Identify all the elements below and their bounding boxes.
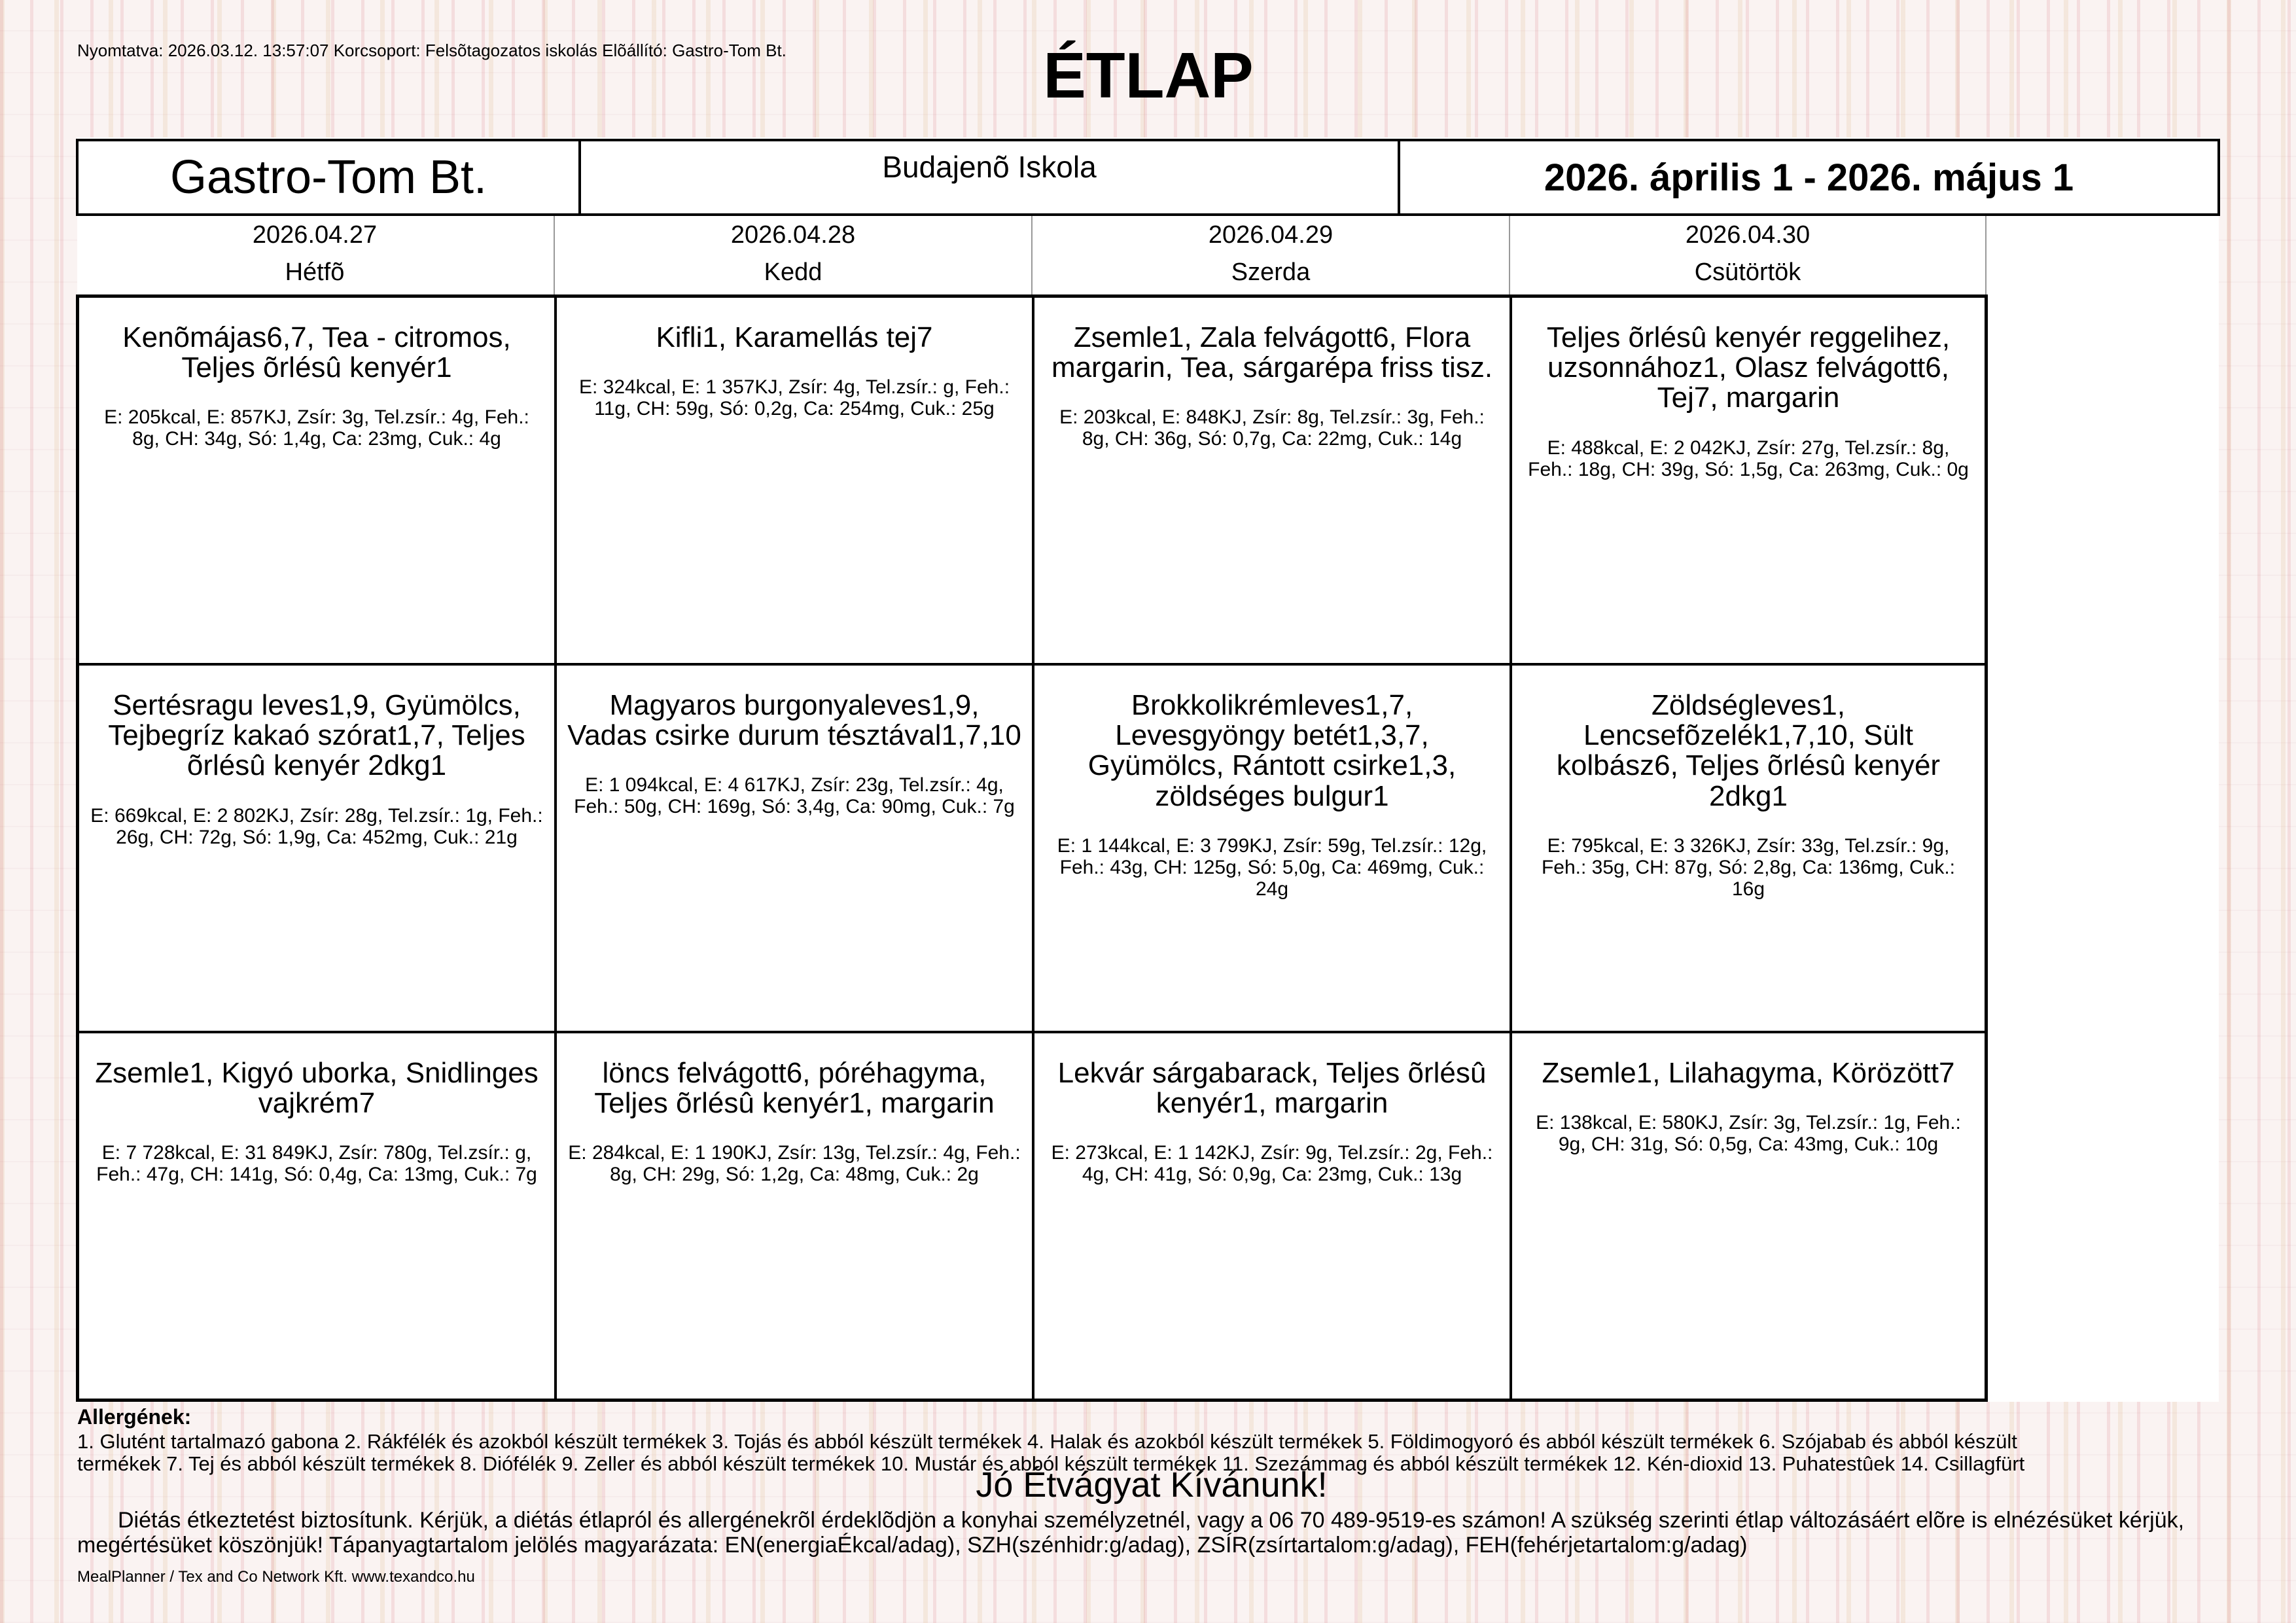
meal-nutrition: E: 1 144kcal, E: 3 799KJ, Zsír: 59g, Tel.zsír.: 12g, Feh.: 43g, CH: 125g, Só: 5,0g, Ca: 469mg, Cuk.: 24g (1057, 834, 1487, 900)
meal-food: Zsemle1, Lilahagyma, Körözött7 (1542, 1057, 1955, 1089)
meal-nutrition: E: 488kcal, E: 2 042KJ, Zsír: 27g, Tel.zsír.: 8g, Feh.: 18g, CH: 39g, Só: 1,5g, Ca: 263mg, Cuk.: 0g (1528, 437, 1969, 480)
meal-nutrition: E: 284kcal, E: 1 190KJ, Zsír: 13g, Tel.zsír.: 4g, Feh.: 8g, CH: 29g, Só: 1,2g, Ca: 48mg, Cuk.: 2g (568, 1142, 1021, 1186)
meal-food: Zsemle1, Kigyó uborka, Snidlinges vajkrém7 (95, 1057, 539, 1120)
meal-food: Kenõmájas6,7, Tea - citromos, Teljes õrlésû kenyér1 (122, 321, 511, 384)
day-header-thursday (1509, 216, 1987, 294)
meal-food: Kifli1, Karamellás tej7 (656, 321, 933, 353)
meal-cell-breakfast-thursday (1512, 298, 1985, 666)
print-info: Nyomtatva: 2026.03.12. 13:57:07 Korcsoport: Felsõtagozatos iskolás Elõállító: Gastro-Tom Bt. (77, 41, 786, 60)
meal-cell-snack-monday (79, 1033, 557, 1399)
provider-name: Gastro-Tom Bt. (76, 139, 581, 216)
meal-food: löncs felvágott6, póréhagyma, Teljes õrlésû kenyér1, margarin (594, 1057, 995, 1120)
day-header-wednesday (1031, 216, 1509, 294)
footer-credit: MealPlanner / Tex and Co Network Kft. www.texandco.hu (77, 1568, 475, 1586)
day-header-monday (76, 216, 554, 294)
meal-cell-lunch-wednesday (1034, 666, 1512, 1033)
day-date: 2026.04.28 (730, 221, 856, 249)
meal-food: Teljes õrlésû kenyér reggelihez, uzsonnához1, Olasz felvágott6, Tej7, margarin (1546, 321, 1951, 414)
meal-food: Magyaros burgonyaleves1,9, Vadas csirke durum tésztával1,7,10 (567, 689, 1021, 752)
meal-cell-breakfast-monday (79, 298, 557, 666)
meal-nutrition: E: 138kcal, E: 580KJ, Zsír: 3g, Tel.zsír.: 1g, Feh.: 9g, CH: 31g, Só: 0,5g, Ca: 43mg, Cuk.: 10g (1536, 1112, 1961, 1156)
meal-food: Sertésragu leves1,9, Gyümölcs, Tejbegríz kakaó szórat1,7, Teljes õrlésû kenyér 2dkg1 (108, 689, 525, 782)
meal-cell-breakfast-tuesday (557, 298, 1034, 666)
allergens-title: Allergének: (77, 1405, 192, 1429)
date-range: 2026. április 1 - 2026. május 1 (1398, 139, 2220, 216)
meal-cell-lunch-monday (79, 666, 557, 1033)
day-header-tuesday (554, 216, 1031, 294)
meal-nutrition: E: 205kcal, E: 857KJ, Zsír: 3g, Tel.zsír.: 4g, Feh.: 8g, CH: 34g, Só: 1,4g, Ca: 23mg, Cuk.: 4g (104, 406, 529, 450)
meal-cell-snack-wednesday (1034, 1033, 1512, 1399)
page-title: ÉTLAP (1043, 39, 1254, 111)
meal-food: Zöldségleves1, Lencsefõzelék1,7,10, Sült kolbász6, Teljes õrlésû kenyér 2dkg1 (1556, 689, 1941, 812)
meal-nutrition: E: 324kcal, E: 1 357KJ, Zsír: 4g, Tel.zsír.: g, Feh.: 11g, CH: 59g, Só: 0,2g, Ca: 254mg, Cuk.: 25g (578, 376, 1010, 420)
day-name: Szerda (1231, 259, 1311, 286)
meal-nutrition: E: 1 094kcal, E: 4 617KJ, Zsír: 23g, Tel.zsír.: 4g, Feh.: 50g, CH: 169g, Só: 3,4g, Ca: 90mg, Cuk.: 7g (574, 774, 1015, 818)
day-name: Kedd (764, 259, 822, 286)
meal-cell-breakfast-wednesday (1034, 298, 1512, 666)
closing-wish: Jó Étvágyat Kívánunk! (976, 1465, 1328, 1505)
meal-cell-lunch-tuesday (557, 666, 1034, 1033)
day-date: 2026.04.30 (1685, 221, 1810, 249)
meal-cell-lunch-thursday (1512, 666, 1985, 1033)
allergens-list: 1. Glutént tartalmazó gabona 2. Rákfélék és azokból készült termékek 3. Tojás és abból készült termékek 4. Halak és azokból készült termékek 5. Földimogyoró és abból készült termékek 6. Szójabab és abból készült termékek 7. Tej és abból készült termékek 8. Diófélék 9. Zeller és abból készült termékek 10. Mustár és abból készült termékek 11. Szezámmag és abból készült termékek 12. Kén-dioxid 13. Puhatestûek 14. Csillagfürt (77, 1430, 2025, 1475)
meal-nutrition: E: 7 728kcal, E: 31 849KJ, Zsír: 780g, Tel.zsír.: g, Feh.: 47g, CH: 141g, Só: 0,4g, Ca: 13mg, Cuk.: 7g (96, 1142, 537, 1186)
day-date: 2026.04.29 (1208, 221, 1333, 249)
diet-note: Diétás étkeztetést biztosítunk. Kérjük, a diétás étlapról és allergénekrõl érdeklõdjön a konyhai személyzetnél, vagy a 06 70 489-9519-es számon! A szükség szerinti étlap változásáért elõre is elnézésüket kérjük, megértésüket köszönjük! Tápanyagtartalom jelölés magyarázata: EN(energiaÉkcal/adag), SZH(szénhidr:g/adag), ZSÍR(zsírtartalom:g/adag), FEH(fehérjetartalom:g/adag) (77, 1508, 2185, 1558)
meal-nutrition: E: 669kcal, E: 2 802KJ, Zsír: 28g, Tel.zsír.: 1g, Feh.: 26g, CH: 72g, Só: 1,9g, Ca: 452mg, Cuk.: 21g (90, 804, 543, 848)
meal-cell-snack-tuesday (557, 1033, 1034, 1399)
meal-food: Brokkolikrémleves1,7, Levesgyöngy betét1,3,7, Gyümölcs, Rántott csirke1,3, zöldséges bulgur1 (1087, 689, 1457, 812)
meal-grid (76, 294, 1988, 1402)
meal-cell-snack-thursday (1512, 1033, 1985, 1399)
day-date: 2026.04.27 (252, 221, 378, 249)
meal-nutrition: E: 795kcal, E: 3 326KJ, Zsír: 33g, Tel.zsír.: 9g, Feh.: 35g, CH: 87g, Só: 2,8g, Ca: 136mg, Cuk.: 16g (1541, 834, 1955, 900)
day-name: Csütörtök (1694, 259, 1801, 286)
meal-nutrition: E: 273kcal, E: 1 142KJ, Zsír: 9g, Tel.zsír.: 2g, Feh.: 4g, CH: 41g, Só: 0,9g, Ca: 23mg, Cuk.: 13g (1051, 1142, 1493, 1186)
day-name: Hétfõ (285, 259, 345, 286)
school-name: Budajenõ Iskola (578, 139, 1400, 216)
meal-nutrition: E: 203kcal, E: 848KJ, Zsír: 8g, Tel.zsír.: 3g, Feh.: 8g, CH: 36g, Só: 0,7g, Ca: 22mg, Cuk.: 14g (1059, 406, 1485, 450)
meal-food: Lekvár sárgabarack, Teljes õrlésû kenyér1, margarin (1057, 1057, 1487, 1120)
meal-food: Zsemle1, Zala felvágott6, Flora margarin, Tea, sárgarépa friss tisz. (1051, 321, 1493, 384)
